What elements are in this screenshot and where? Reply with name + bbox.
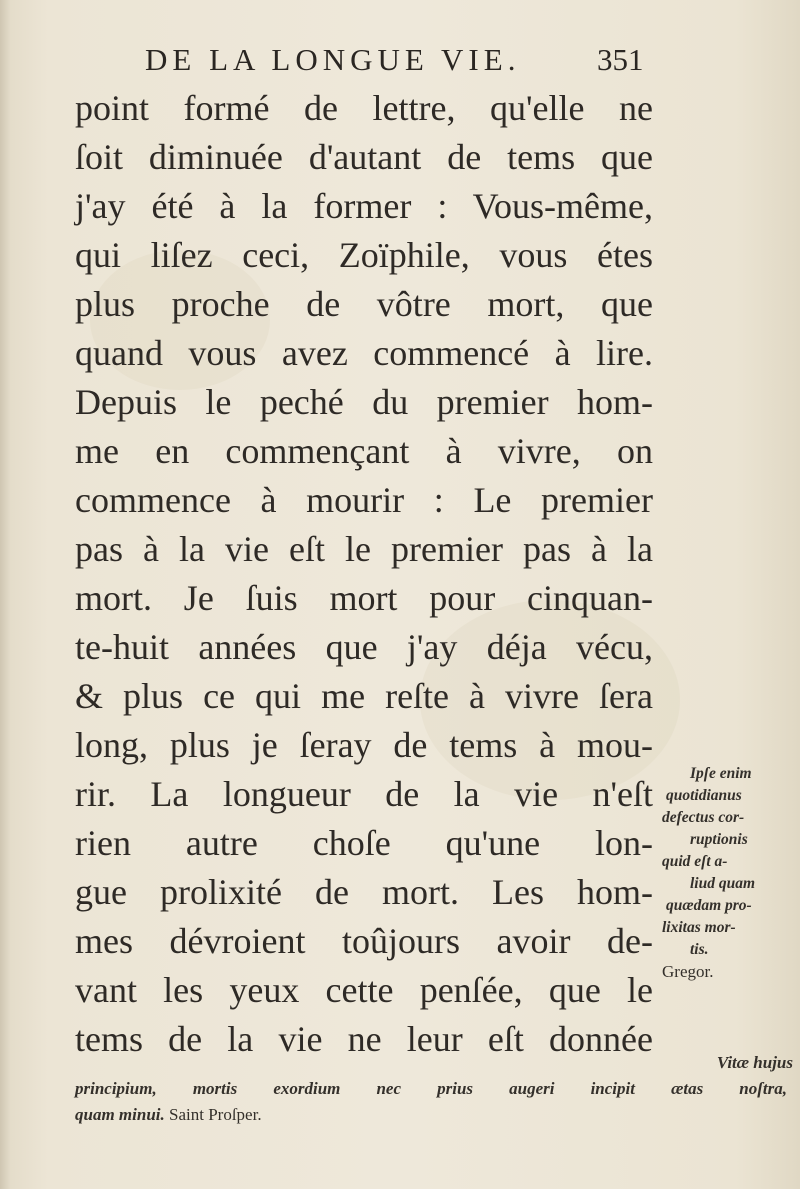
- text-line: & plus ce qui me reſte à vivre ſera: [75, 676, 653, 716]
- footnote-block: [75, 1050, 795, 1128]
- margin-note-line: Ipſe enim: [690, 765, 752, 782]
- text-line: mort. Je ſuis mort pour cinquan-: [75, 578, 653, 618]
- footnote-line: [75, 1102, 795, 1128]
- text-line: rien autre choſe qu'une lon-: [75, 823, 653, 863]
- text-line: rir. La longueur de la vie n'eſt: [75, 774, 653, 814]
- footnote-line: Vitæ hujus: [716, 1053, 793, 1072]
- text-line: ſoit diminuée d'autant de tems que: [75, 137, 653, 177]
- text-line: vant les yeux cette penſée, que le: [75, 970, 653, 1010]
- margin-note-line: defectus cor-: [662, 809, 745, 826]
- margin-note: [662, 763, 792, 983]
- text-line: te-huit années que j'ay déja vécu,: [75, 627, 653, 667]
- text-line: quand vous avez commencé à lire.: [75, 333, 653, 373]
- text-line: long, plus je ſeray de tems à mou-: [75, 725, 653, 765]
- main-text-block: [75, 84, 653, 1064]
- margin-note-line: quotidianus: [666, 787, 742, 804]
- text-line: j'ay été à la former : Vous-même,: [75, 186, 653, 226]
- text-line: commence à mourir : Le premier: [75, 480, 653, 520]
- margin-note-line: ruptionis: [690, 831, 748, 848]
- margin-note-source: Gregor.: [662, 962, 714, 981]
- text-line: Depuis le peché du premier hom-: [75, 382, 653, 422]
- margin-note-line: quædam pro-: [666, 897, 752, 914]
- footnote-quote-end: quam minui.: [75, 1105, 165, 1124]
- page-number: 351: [597, 42, 644, 77]
- margin-note-line: tis.: [690, 941, 709, 958]
- text-line: gue prolixité de mort. Les hom-: [75, 872, 653, 912]
- text-line: point formé de lettre, qu'elle ne: [75, 88, 653, 128]
- footnote-line: principium, mortis exordium nec prius augeri incipit ætas noſtra,: [75, 1079, 787, 1098]
- text-line: tems de la vie ne leur eſt donnée: [75, 1019, 653, 1059]
- margin-note-line: quid eſt a-: [662, 853, 728, 870]
- text-line: pas à la vie eſt le premier pas à la: [75, 529, 653, 569]
- margin-note-line: lixitas mor-: [662, 919, 736, 936]
- text-line: mes dévroient toûjours avoir de-: [75, 921, 653, 961]
- margin-note-line: liud quam: [690, 875, 756, 892]
- running-head-title: DE LA LONGUE VIE.: [145, 42, 521, 77]
- page-gutter: [0, 0, 10, 1189]
- text-line: me en commençant à vivre, on: [75, 431, 653, 471]
- footnote-source: Saint Proſper.: [169, 1105, 262, 1124]
- text-line: qui liſez ceci, Zoïphile, vous étes: [75, 235, 653, 275]
- text-line: plus proche de vôtre mort, que: [75, 284, 653, 324]
